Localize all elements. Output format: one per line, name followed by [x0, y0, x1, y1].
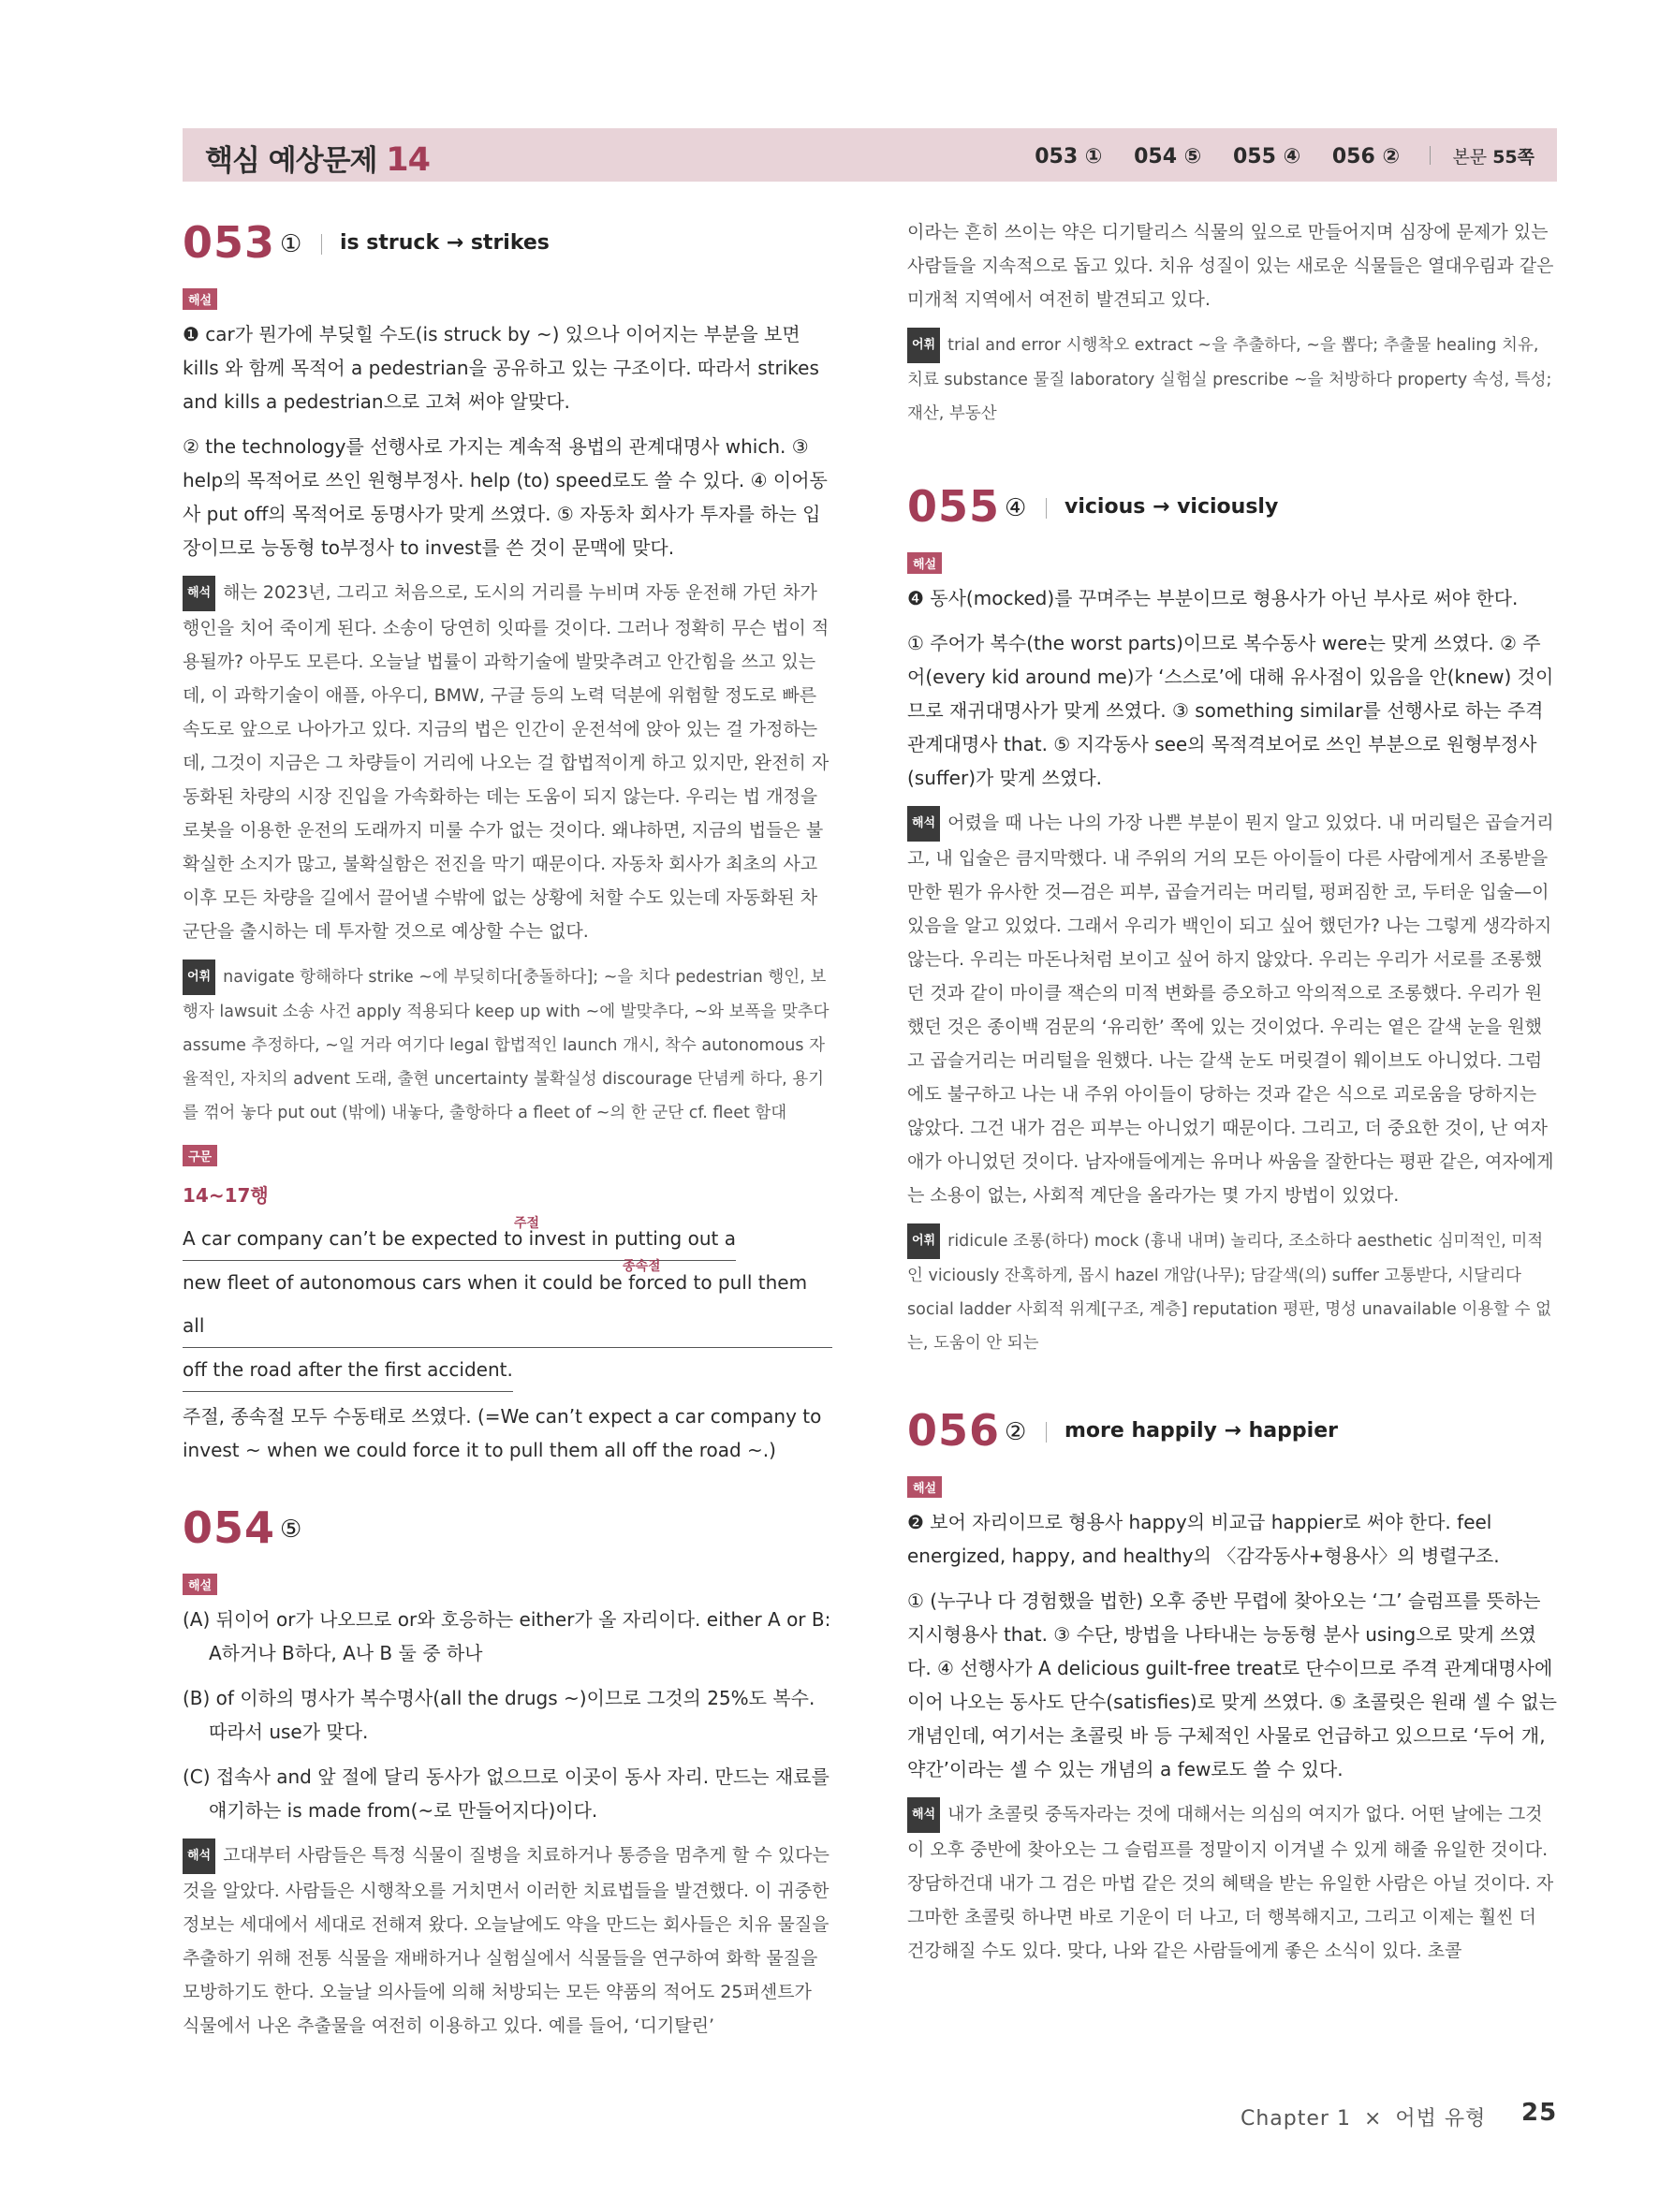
subordinate-clause-mark: 종속절 [623, 1259, 661, 1274]
answer-053: 053 ① [1035, 145, 1103, 168]
syntax-line-3: off the road after the first accident. [183, 1348, 513, 1392]
translation-tag: 해석 [907, 806, 940, 842]
q054-explanation-c: (C) 접속사 and 앞 절에 달리 동사가 없으므로 이곳이 동사 자리. 만드는 재료를 얘기하는 is made from(~로 만들어지다)이다. [183, 1765, 830, 1822]
explanation-tag: 해설 [907, 1476, 942, 1498]
page-reference-prefix: 본문 [1452, 147, 1488, 168]
question-055-answer: ④ [1005, 494, 1027, 522]
syntax-tag: 구문 [183, 1145, 217, 1166]
q054-vocabulary-text: trial and error 시행착오 extract ~을 추출하다, ~을 뽑다; 추출물 healing 치유, 치료 substance 물질 laboratory 실험실 prescribe ~을 처방하다 property 속성, 특성; 재산, 부동산 [907, 336, 1552, 423]
explanation-tag: 해설 [907, 552, 942, 574]
q056-translation-text: 내가 초콜릿 중독자라는 것에 대해서는 의심의 여지가 없다. 어떤 날에는 그것이 오후 중반에 찾아오는 그 슬럼프를 정말이지 이겨낼 수 있게 해줄 유일한 것이다. 장담하건대 내가 그 검은 마법 같은 것의 혜택을 받는 유일한 사람은 아닐 것이다. 자그마한 초콜릿 하나면 바로 기운이 더 나고, 더 행복해지고, 그리고 이제는 훨씬 더 건강해질 수도 있다. 맞다, 나와 같은 사람들에게 좋은 소식이 있다. 초콜 [907, 1804, 1554, 1961]
q054-translation-continued: 이라는 흔히 쓰이는 약은 디기탈리스 식물의 잎으로 만들어지며 심장에 문제가 있는 사람들을 지속적으로 돕고 있다. 치유 성질이 있는 새로운 식물들은 열대우림과 같은 미개척 지역에서 여전히 발견되고 있다. [907, 222, 1554, 310]
vocabulary-tag: 어휘 [907, 328, 940, 363]
header-title-prefix: 핵심 예상문제 [205, 144, 377, 178]
page-reference [1452, 147, 1534, 168]
header-title [205, 137, 430, 179]
answer-055: 055 ④ [1232, 145, 1301, 168]
question-053-answer: ① [280, 230, 302, 258]
q053-translation [183, 576, 832, 948]
explanation-tag: 해설 [183, 288, 217, 310]
answer-056: 056 ② [1331, 145, 1401, 168]
q055-translation-text: 어렸을 때 나는 나의 가장 나쁜 부분이 뭔지 알고 있었다. 내 머리털은 곱슬거리고, 내 입술은 큼지막했다. 내 주위의 거의 모든 아이들이 다른 사람에게서 조롱받을 만한 뭔가 유사한 것—검은 피부, 곱슬거리는 머리털, 펑퍼짐한 코, 두터운 입술—이 있음을 알고 있었다. 그래서 우리가 백인이 되고 싶어 했던가? 나는 그렇게 생각하지 않는다. 우리는 마돈나처럼 보이고 싶어 하지 않았다. 우리는 우리가 서로를 조롱했던 것과 같이 마이클 잭슨의 미적 변화를 증오하고 악의적으로 조롱했다. 우리가 원했던 것은 종이백 검문의 ‘유리한’ 쪽에 있는 것이었다. 우리는 옅은 갈색 눈을 원했고 곱슬거리는 머리털을 원했다. 나는 갈색 눈도 머릿결이 웨이브도 아니었다. 그럼에도 불구하고 나는 내 주위 아이들이 당하는 것과 같은 식으로 괴로움을 당하지는 않았다. 그건 내가 검은 피부는 아니었기 때문이다. 그리고, 더 중요한 것이, 난 여자애가 아니었던 것이다. 남자애들에게는 유머나 싸움을 잘한다는 평판 같은, 여자에게는 소용이 없는, 사회적 계단을 올라가는 몇 가지 방법이 있었다. [907, 813, 1554, 1206]
page-number: 25 [1521, 2099, 1558, 2127]
q053-explanation-2: ② the technology를 선행사로 가지는 계속적 용법의 관계대명사 which. ③ help의 목적어로 쓰인 원형부정사. help (to) speed로도 쓸 수 있다. ④ 이어동사 put off의 목적어로 동명사가 맞게 쓰였다. ⑤ 자동차 회사가 투자를 하는 입장이므로 능동형 to부정사 to invest를 쓴 것이 문맥에 맞다. [183, 435, 828, 559]
q055-vocabulary [907, 1223, 1557, 1360]
q054-translation [183, 1838, 832, 2043]
question-053-correction: is struck → strikes [340, 231, 550, 255]
left-column [183, 217, 832, 2054]
q055-vocabulary-text: ridicule 조롱(하다) mock (흉내 내며) 놀리다, 조소하다 aesthetic 심미적인, 미적인 viciously 잔혹하게, 몹시 hazel 개암(나무); 담갈색(의) suffer 고통받다, 시달리다 social ladder 사회적 위계[구조, 계층] reputation 평판, 명성 unavailable 이용할 수 없는, 도움이 안 되는 [907, 1232, 1551, 1353]
q053-explanation-1: ❶ car가 뭔가에 부딪힐 수도(is struck by ~) 있으나 이어지는 부분을 보면 kills 와 함께 목적어 a pedestrian을 공유하고 있는 구조이다. 따라서 strikes and kills a pedestrian으로 고쳐 써야 알맞다. [183, 323, 819, 413]
q056-explanation-1: ❷ 보어 자리이므로 형용사 happy의 비교급 happier로 써야 한다. feel energized, happy, and healthy의 〈감각동사+형용사〉의 병렬구조. [907, 1511, 1500, 1567]
q054-explanation-a: (A) 뒤이어 or가 나오므로 or와 호응하는 either가 올 자리이다. either A or B: A하거나 B하다, A나 B 둘 중 하나 [183, 1608, 831, 1664]
q055-translation [907, 806, 1557, 1212]
divider [321, 234, 322, 255]
q055-explanation-2: ① 주어가 복수(the worst parts)이므로 복수동사 were는 맞게 쓰였다. ② 주어(every kid around me)가 ‘스스로’에 대해 유사점이 있음을 안(knew) 것이므로 재귀대명사가 맞게 쓰였다. ③ something similar를 선행사로 하는 주격 관계대명사 that. ⑤ 지각동사 see의 목적격보어로 쓰인 부분으로 원형부정사(suffer)가 맞게 쓰였다. [907, 632, 1554, 789]
q056-explanation-2: ① (누구나 다 경험했을 법한) 오후 중반 무렵에 찾아오는 ‘그’ 슬럼프를 뜻하는 지시형용사 that. ③ 수단, 방법을 나타내는 능동형 분사 using으로 맞게 쓰였다. ④ 선행사가 A delicious guilt-free treat로 단수이므로 주격 관계대명사에 이어 나오는 동사도 단수(satisfies)로 맞게 쓰였다. ⑤ 초콜릿은 원래 셀 수 없는 개념인데, 여기서는 초콜릿 바 등 구체적인 사물로 언급하고 있으므로 ‘두어 개, 약간’이라는 셀 수 있는 개념의 a few로도 쓸 수 있다. [907, 1589, 1557, 1780]
q054-translation-text: 고대부터 사람들은 특정 식물이 질병을 치료하거나 통증을 멈추게 할 수 있다는 것을 알았다. 사람들은 시행착오를 거치면서 이러한 치료법들을 발견했다. 이 귀중한 정보는 세대에서 세대로 전해져 왔다. 오늘날에도 약을 만드는 회사들은 치유 물질을 추출하기 위해 전통 식물을 재배하거나 실험실에서 식물들을 연구하여 화학 물질을 모방하기도 한다. 오늘날 의사들에 의해 처방되는 모든 약품의 적어도 25퍼센트가 식물에서 나온 추출물을 여전히 이용하고 있다. 예를 들어, ‘디기탈린’ [183, 1845, 830, 2036]
header-band [183, 128, 1557, 182]
footer-chapter: Chapter 1 [1241, 2107, 1351, 2131]
right-column [907, 215, 1557, 1979]
explanation-tag: 해설 [183, 1574, 217, 1595]
q055-explanation-1: ❹ 동사(mocked)를 꾸며주는 부분이므로 형용사가 아닌 부사로 써야 한다. [907, 587, 1519, 609]
vocabulary-tag: 어휘 [183, 960, 215, 995]
question-055-correction: vicious → viciously [1065, 495, 1279, 519]
translation-tag: 해석 [183, 576, 215, 611]
question-053-header [183, 217, 832, 270]
footer-section: 어법 유형 [1395, 2107, 1487, 2131]
footer-separator: × [1363, 2107, 1383, 2131]
q053-syntax [183, 1174, 832, 1392]
question-056-answer: ② [1005, 1418, 1027, 1446]
syntax-line-1: A car company can’t be expected to invest in putting out a [183, 1217, 736, 1261]
answer-054: 054 ⑤ [1134, 145, 1202, 168]
q053-vocabulary-text: navigate 항해하다 strike ~에 부딪히다[충돌하다]; ~을 치다 pedestrian 행인, 보행자 lawsuit 소송 사건 apply 적용되다 keep up with ~에 발맞추다, ~와 보폭을 맞추다 assume 추정하다, ~일 거라 여기다 legal 합법적인 launch 개시, 착수 autonomous 자율적인, 자치의 advent 도래, 출현 uncertainty 불확실성 discourage 단념케 하다, 용기를 꺾어 놓다 put out (밖에) 내놓다, 출항하다 a fleet of ~의 한 군단 cf. fleet 함대 [183, 968, 830, 1122]
divider [1046, 498, 1047, 519]
page-reference-number: 55쪽 [1492, 147, 1534, 168]
q053-translation-text: 해는 2023년, 그리고 처음으로, 도시의 거리를 누비며 자동 운전해 가던 차가 행인을 치어 죽이게 된다. 소송이 당연히 잇따를 것이다. 그러나 정확히 무슨 법이 적용될까? 아무도 모른다. 오늘날 법률이 과학기술에 발맞추려고 안간힘을 쓰고 있는데, 이 과학기술이 애플, 아우디, BMW, 구글 등의 노력 덕분에 위험할 정도로 빠른 속도로 앞으로 나아가고 있다. 지금의 법은 인간이 운전석에 앉아 있는 걸 가정하는데, 그것이 지금은 그 차량들이 거리에 나오는 걸 합법적이게 하고 있지만, 완전히 자동화된 차량의 시장 진입을 가속화하는 데는 도움이 되지 않는다. 우리는 법 개정을 로봇을 이용한 운전의 도래까지 미룰 수가 없는 것이다. 왜냐하면, 지금의 법들은 불확실한 소지가 많고, 불확실함은 전진을 막기 때문이다. 자동차 회사가 최초의 사고 이후 모든 차량을 길에서 끌어낼 수밖에 없는 상황에 처할 수도 있는데 자동화된 차 군단을 출시하는 데 투자할 것으로 예상할 수는 없다. [183, 582, 830, 942]
header-answers [1010, 143, 1534, 168]
q054-vocabulary [907, 328, 1557, 431]
header-title-number: 14 [386, 141, 430, 179]
translation-tag: 해석 [183, 1838, 215, 1874]
header-divider [1430, 146, 1431, 165]
syntax-line-2: new fleet of autonomous cars when it could be forced to pull them all [183, 1261, 832, 1348]
q056-translation [907, 1797, 1557, 1968]
question-053-number: 053 [183, 217, 276, 268]
syntax-line-ref: 14~17행 [183, 1184, 269, 1207]
question-056-header [907, 1405, 1557, 1458]
translation-tag: 해석 [907, 1797, 940, 1833]
question-056-number: 056 [907, 1405, 1001, 1456]
question-055-number: 055 [907, 481, 1001, 532]
question-055-header [907, 481, 1557, 534]
q053-syntax-note: 주절, 종속절 모두 수동태로 쓰였다. (=We can’t expect a car company to invest ~ when we could force it to pull them all off the road ~.) [183, 1405, 822, 1461]
q054-explanation-b: (B) of 이하의 명사가 복수명사(all the drugs ~)이므로 그것의 25%도 복수. 따라서 use가 맞다. [183, 1687, 815, 1743]
main-clause-mark: 주절 [514, 1216, 540, 1231]
q053-vocabulary [183, 960, 832, 1130]
divider [1046, 1422, 1047, 1443]
question-054-number: 054 [183, 1502, 276, 1553]
question-056-correction: more happily → happier [1065, 1419, 1338, 1443]
question-054-answer: ⑤ [280, 1516, 302, 1544]
page-footer [1241, 2099, 1558, 2131]
vocabulary-tag: 어휘 [907, 1223, 940, 1259]
question-054-header [183, 1502, 832, 1555]
